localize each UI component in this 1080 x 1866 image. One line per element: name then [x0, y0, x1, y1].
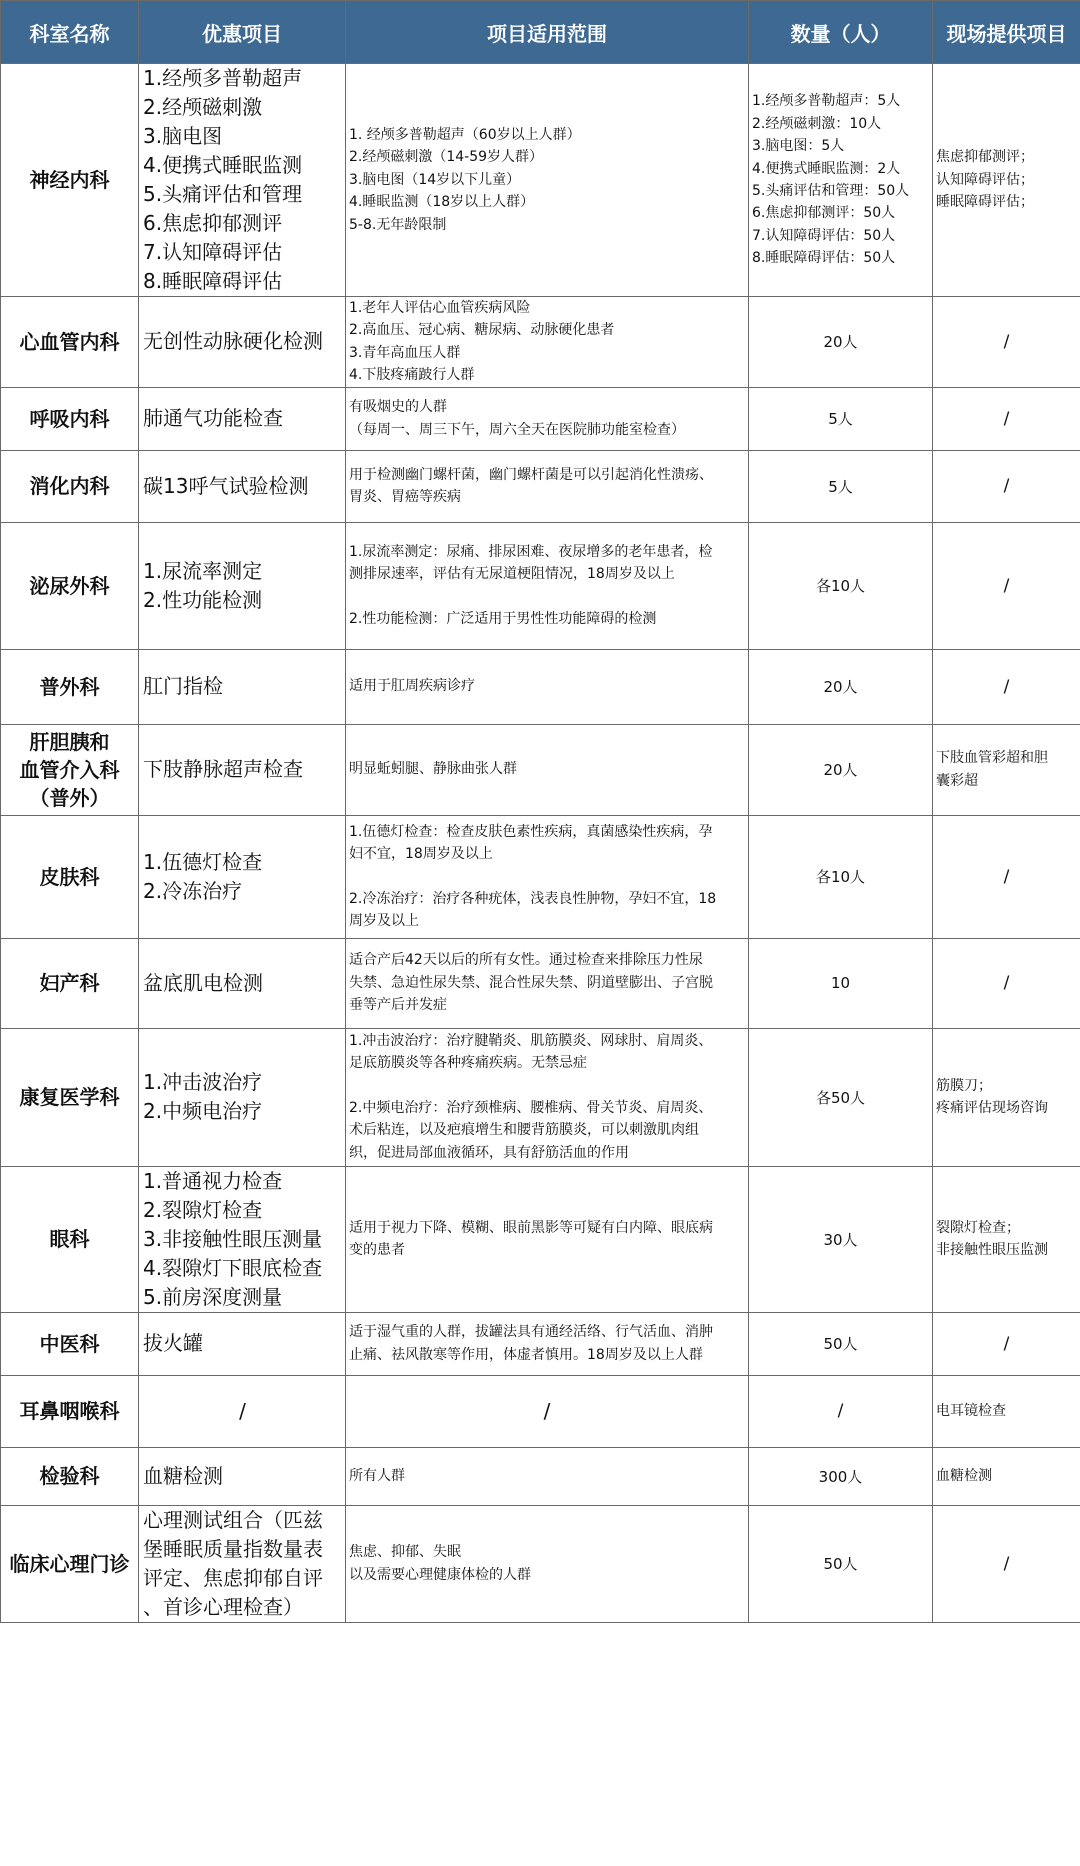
count-line: 各50人	[815, 1088, 866, 1107]
table-row	[1, 1505, 1080, 1622]
scope-cell	[346, 649, 749, 724]
count-cell	[749, 522, 933, 649]
table-row	[1, 938, 1080, 1028]
scope-line: 2.经颅磁刺激（14-59岁人群）	[349, 149, 544, 166]
count-line: 30人	[823, 1230, 858, 1249]
scope-cell	[346, 1375, 749, 1447]
onsite-line: 囊彩超	[936, 772, 978, 789]
scope-line: 妇不宜，18周岁及以上	[349, 846, 493, 863]
dept-cell	[1, 724, 139, 815]
table-row	[1, 1447, 1080, 1505]
scope-cell	[346, 387, 749, 450]
item-cell	[139, 1447, 346, 1505]
item-line: 无创性动脉硬化检测	[143, 329, 323, 354]
count-cell	[749, 1375, 933, 1447]
item-line: 2.中频电治疗	[143, 1099, 263, 1124]
count-line: 50人	[823, 1335, 858, 1354]
scope-line: 4.睡眠监测（18岁以上人群）	[349, 194, 535, 211]
onsite-line: /	[1003, 575, 1010, 596]
dept-cell	[1, 649, 139, 724]
dept-line: 普外科	[39, 674, 100, 699]
dept-line: 耳鼻咽喉科	[19, 1399, 120, 1424]
onsite-line: 认知障碍评估；	[936, 171, 1034, 188]
count-cell	[749, 1312, 933, 1375]
onsite-cell	[933, 649, 1080, 724]
onsite-line: 裂隙灯检查；	[936, 1219, 1020, 1236]
count-line: 3.脑电图：5人	[752, 138, 845, 155]
scope-cell	[346, 938, 749, 1028]
scope-line: 1. 经颅多普勒超声（60岁以上人群）	[349, 127, 581, 144]
dept-cell	[1, 64, 139, 297]
count-line: 20人	[823, 761, 858, 780]
count-cell	[749, 450, 933, 522]
header-onsite: 现场提供项目	[933, 1, 1080, 64]
dept-line: 康复医学科	[19, 1085, 120, 1110]
onsite-cell	[933, 450, 1080, 522]
count-cell	[749, 1447, 933, 1505]
onsite-line: /	[1003, 676, 1010, 697]
count-line: 20人	[823, 333, 858, 352]
dept-cell	[1, 450, 139, 522]
table-row	[1, 815, 1080, 938]
count-line: 20人	[823, 678, 858, 697]
onsite-cell	[933, 64, 1080, 297]
onsite-cell	[933, 387, 1080, 450]
scope-line: 以及需要心理健康体检的人群	[349, 1566, 531, 1583]
scope-line: 2.冷冻治疗：治疗各种疣体，浅表良性肿物，孕妇不宜，18	[349, 890, 717, 907]
item-line: 1.经颅多普勒超声	[143, 66, 303, 90]
onsite-line: /	[1003, 866, 1010, 887]
scope-line: 1.尿流率测定：尿痛、排尿困难、夜尿增多的老年患者，检	[349, 543, 713, 560]
onsite-line: 非接触性眼压监测	[936, 1242, 1048, 1259]
onsite-line: /	[1003, 476, 1010, 497]
table-row	[1, 297, 1080, 388]
dept-cell	[1, 1505, 139, 1622]
onsite-line: /	[1003, 973, 1010, 994]
table-row	[1, 64, 1080, 297]
scope-line: （每周一、周三下午，周六全天在医院肺功能室检查）	[349, 421, 685, 438]
onsite-cell	[933, 1028, 1080, 1166]
item-line: 1.普通视力检查	[143, 1168, 283, 1193]
scope-line: 足底筋膜炎等各种疼痛疾病。无禁忌症	[349, 1055, 587, 1072]
scope-line: 明显蚯蚓腿、静脉曲张人群	[349, 761, 517, 778]
table-row	[1, 1166, 1080, 1312]
count-line: /	[837, 1401, 844, 1422]
onsite-line: /	[1003, 408, 1010, 429]
count-line: 各10人	[815, 577, 866, 596]
dept-line: 消化内科	[29, 474, 110, 499]
onsite-cell	[933, 1375, 1080, 1447]
dept-cell	[1, 1028, 139, 1166]
item-line: 4.裂隙灯下眼底检查	[143, 1255, 323, 1280]
onsite-line: /	[1003, 1333, 1010, 1354]
onsite-line: /	[1003, 331, 1010, 352]
item-line: 盆底肌电检测	[143, 970, 263, 995]
item-line: 心理测试组合（匹兹	[143, 1507, 323, 1532]
dept-cell	[1, 1447, 139, 1505]
dept-cell	[1, 387, 139, 450]
count-line: 8.睡眠障碍评估：50人	[752, 250, 896, 267]
onsite-cell	[933, 1166, 1080, 1312]
count-line: 300人	[818, 1467, 863, 1486]
count-line: 10	[830, 974, 851, 993]
dept-line: 呼吸内科	[29, 406, 110, 431]
dept-line: 心血管内科	[19, 329, 120, 354]
dept-cell	[1, 938, 139, 1028]
dept-cell	[1, 815, 139, 938]
count-line: 50人	[823, 1555, 858, 1574]
scope-cell	[346, 64, 749, 297]
item-cell	[139, 64, 346, 297]
item-cell	[139, 649, 346, 724]
dept-line: 肝胆胰和	[29, 729, 110, 754]
scope-line: 测排尿速率，评估有无尿道梗阻情况，18周岁及以上	[349, 566, 675, 583]
item-line: 碳13呼气试验检测	[143, 473, 309, 498]
item-cell	[139, 1028, 346, 1166]
scope-cell	[346, 297, 749, 388]
scope-line: 术后粘连，以及疤痕增生和腰背筋膜炎，可以刺激肌肉组	[349, 1122, 699, 1139]
scope-line: 垂等产后并发症	[349, 997, 447, 1014]
item-line: 、首诊心理检查）	[143, 1594, 303, 1619]
header-scope: 项目适用范围	[346, 1, 749, 64]
scope-line: 织，促进局部血液循环，具有舒筋活血的作用	[349, 1144, 629, 1161]
header-dept: 科室名称	[1, 1, 139, 64]
dept-line: 检验科	[39, 1464, 100, 1489]
item-line: 血糖检测	[143, 1463, 223, 1488]
item-line: 3.非接触性眼压测量	[143, 1226, 323, 1251]
scope-line: 适于湿气重的人群，拔罐法具有通经活络、行气活血、消肿	[349, 1324, 713, 1341]
scope-cell	[346, 1166, 749, 1312]
table-row	[1, 522, 1080, 649]
onsite-line: 疼痛评估现场咨询	[936, 1100, 1048, 1117]
item-line: 2.性功能检测	[143, 587, 263, 612]
count-line: 6.焦虑抑郁测评：50人	[752, 205, 896, 222]
item-cell	[139, 815, 346, 938]
dept-line: （普外）	[29, 785, 110, 810]
scope-line: 5-8.无年龄限制	[349, 216, 447, 233]
count-line: 5人	[828, 477, 853, 496]
scope-cell	[346, 1028, 749, 1166]
dept-cell	[1, 522, 139, 649]
scope-line: 1.伍德灯检查：检查皮肤色素性疾病，真菌感染性疾病，孕	[349, 823, 713, 840]
scope-line: 止痛、祛风散寒等作用，体虚者慎用。18周岁及以上人群	[349, 1346, 703, 1363]
scope-line: 周岁及以上	[349, 912, 419, 929]
count-cell	[749, 1505, 933, 1622]
onsite-line: 电耳镜检查	[936, 1402, 1006, 1419]
count-cell	[749, 1028, 933, 1166]
scope-line: 1.冲击波治疗：治疗腱鞘炎、肌筋膜炎、网球肘、肩周炎、	[349, 1033, 713, 1050]
scope-line: 所有人群	[349, 1467, 405, 1484]
item-line: 拔火罐	[143, 1331, 203, 1356]
onsite-cell	[933, 724, 1080, 815]
item-line: 2.冷冻治疗	[143, 878, 243, 903]
table-row	[1, 1375, 1080, 1447]
count-line: 7.认知障碍评估：50人	[752, 227, 896, 244]
scope-cell	[346, 1447, 749, 1505]
item-cell	[139, 297, 346, 388]
header-count: 数量（人）	[749, 1, 933, 64]
count-line: 4.便携式睡眠监测：2人	[752, 160, 901, 177]
scope-line: 1.老年人评估心血管疾病风险	[349, 300, 531, 316]
item-cell	[139, 387, 346, 450]
onsite-line: 筋膜刀；	[936, 1077, 992, 1094]
scope-line: 变的患者	[349, 1242, 405, 1259]
table-row	[1, 1312, 1080, 1375]
item-line: 2.裂隙灯检查	[143, 1197, 263, 1222]
onsite-line: 焦虑抑郁测评；	[936, 149, 1034, 166]
item-cell	[139, 1166, 346, 1312]
dept-line: 神经内科	[29, 168, 110, 192]
item-cell	[139, 1312, 346, 1375]
item-line: 肛门指检	[143, 674, 223, 699]
table-row	[1, 649, 1080, 724]
header-item: 优惠项目	[139, 1, 346, 64]
scope-line: 适合产后42天以后的所有女性。通过检查来排除压力性尿	[349, 952, 703, 969]
paragraph-gap	[349, 1075, 745, 1097]
dept-cell	[1, 1166, 139, 1312]
item-cell	[139, 724, 346, 815]
onsite-cell	[933, 1505, 1080, 1622]
table-row	[1, 1028, 1080, 1166]
onsite-line: 睡眠障碍评估；	[936, 194, 1034, 211]
item-line: 6.焦虑抑郁测评	[143, 211, 283, 235]
item-line: 2.经颅磁刺激	[143, 95, 263, 119]
item-cell	[139, 1375, 346, 1447]
item-line: 评定、焦虑抑郁自评	[143, 1565, 323, 1590]
scope-line: 适用于视力下降、模糊、眼前黑影等可疑有白内障、眼底病	[349, 1219, 713, 1236]
dept-cell	[1, 297, 139, 388]
count-cell	[749, 649, 933, 724]
item-line: 5.前房深度测量	[143, 1284, 283, 1309]
onsite-line: 血糖检测	[936, 1467, 992, 1484]
item-line: 4.便携式睡眠监测	[143, 153, 303, 177]
scope-line: 失禁、急迫性尿失禁、混合性尿失禁、阴道壁膨出、子宫脱	[349, 974, 713, 991]
onsite-cell	[933, 522, 1080, 649]
item-line: 下肢静脉超声检查	[143, 757, 303, 782]
item-line: /	[239, 1398, 246, 1423]
item-line: 5.头痛评估和管理	[143, 182, 303, 206]
dept-line: 泌尿外科	[29, 573, 110, 598]
dept-line: 临床心理门诊	[9, 1551, 130, 1576]
count-cell	[749, 724, 933, 815]
count-line: 各10人	[815, 868, 866, 887]
count-line: 5.头痛评估和管理：50人	[752, 183, 910, 199]
scope-line: 胃炎、胃癌等疾病	[349, 489, 461, 506]
scope-line: 2.高血压、冠心病、糖尿病、动脉硬化患者	[349, 322, 615, 339]
onsite-cell	[933, 1447, 1080, 1505]
scope-line: 适用于肛周疾病诊疗	[349, 678, 475, 695]
scope-cell	[346, 724, 749, 815]
dept-line: 眼科	[49, 1227, 90, 1252]
scope-line: 3.青年高血压人群	[349, 344, 461, 361]
table-row	[1, 450, 1080, 522]
count-line: 2.经颅磁刺激：10人	[752, 115, 882, 132]
onsite-line: /	[1003, 1553, 1010, 1574]
header-row	[1, 1, 1080, 64]
onsite-cell	[933, 1312, 1080, 1375]
item-cell	[139, 450, 346, 522]
onsite-cell	[933, 815, 1080, 938]
onsite-cell	[933, 938, 1080, 1028]
scope-cell	[346, 522, 749, 649]
scope-line: /	[543, 1399, 551, 1424]
dept-line: 血管介入科	[19, 757, 120, 782]
scope-line: 焦虑、抑郁、失眠	[349, 1544, 461, 1561]
dept-cell	[1, 1375, 139, 1447]
onsite-cell	[933, 297, 1080, 388]
table-row	[1, 387, 1080, 450]
count-line: 1.经颅多普勒超声：5人	[752, 93, 901, 110]
paragraph-gap	[349, 866, 745, 888]
scope-cell	[346, 1505, 749, 1622]
scope-line: 2.性功能检测：广泛适用于男性性功能障碍的检测	[349, 610, 657, 627]
item-cell	[139, 938, 346, 1028]
item-line: 8.睡眠障碍评估	[143, 269, 283, 293]
item-cell	[139, 1505, 346, 1622]
count-cell	[749, 297, 933, 388]
count-line: 5人	[828, 410, 853, 429]
scope-line: 用于检测幽门螺杆菌，幽门螺杆菌是可以引起消化性溃疡、	[349, 466, 713, 483]
item-line: 1.尿流率测定	[143, 558, 263, 583]
item-line: 肺通气功能检查	[143, 406, 283, 431]
dept-line: 皮肤科	[39, 864, 100, 889]
count-cell	[749, 1166, 933, 1312]
item-line: 7.认知障碍评估	[143, 240, 283, 264]
table-row	[1, 724, 1080, 815]
count-cell	[749, 387, 933, 450]
item-line: 3.脑电图	[143, 124, 223, 148]
scope-cell	[346, 815, 749, 938]
count-cell	[749, 815, 933, 938]
scope-cell	[346, 450, 749, 522]
item-line: 1.伍德灯检查	[143, 849, 263, 874]
paragraph-gap	[349, 586, 745, 608]
dept-line: 妇产科	[39, 971, 100, 996]
item-cell	[139, 522, 346, 649]
item-line: 1.冲击波治疗	[143, 1070, 263, 1095]
item-line: 堡睡眠质量指数量表	[143, 1536, 323, 1561]
onsite-line: 下肢血管彩超和胆	[936, 750, 1048, 767]
scope-line: 3.脑电图（14岁以下儿童）	[349, 171, 521, 188]
scope-line: 4.下肢疼痛跛行人群	[349, 367, 475, 384]
dept-cell	[1, 1312, 139, 1375]
scope-line: 有吸烟史的人群	[349, 399, 447, 416]
scope-cell	[346, 1312, 749, 1375]
scope-line: 2.中频电治疗：治疗颈椎病、腰椎病、骨关节炎、肩周炎、	[349, 1099, 713, 1116]
dept-line: 中医科	[39, 1331, 100, 1356]
count-cell	[749, 64, 933, 297]
count-cell	[749, 938, 933, 1028]
